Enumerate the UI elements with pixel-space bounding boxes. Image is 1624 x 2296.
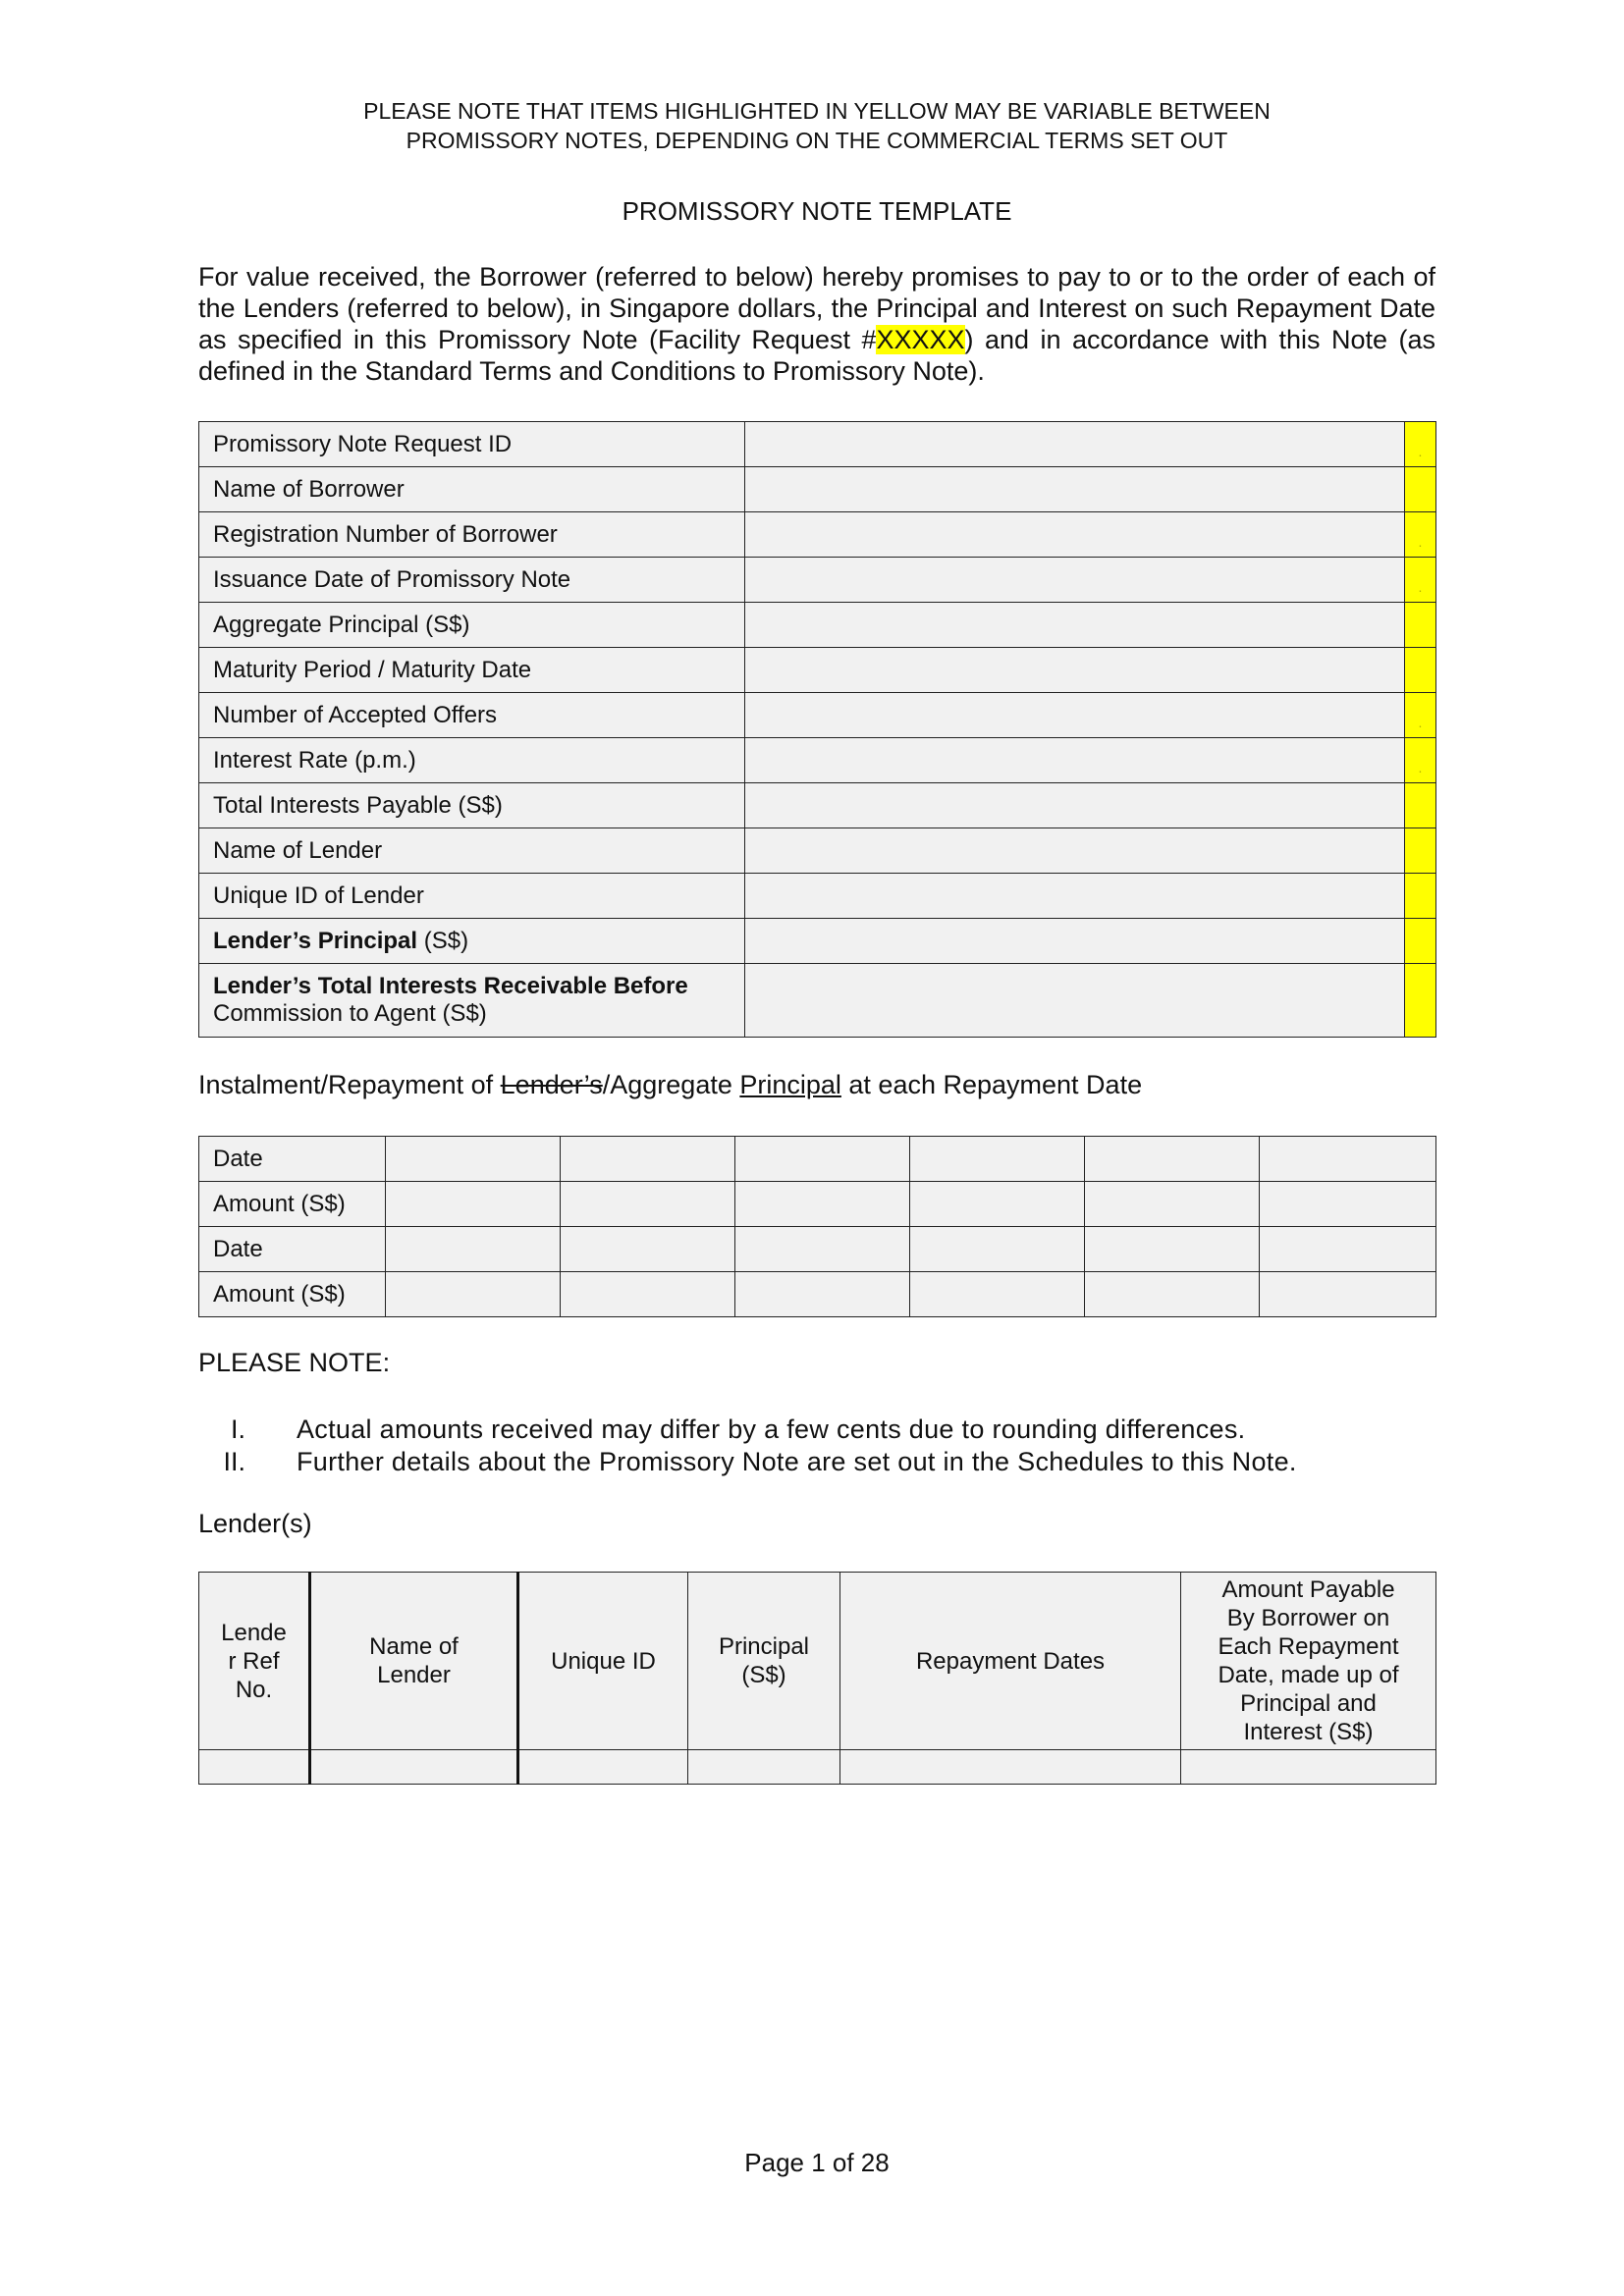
details-value-cell[interactable] <box>745 828 1405 874</box>
repayment-cell[interactable] <box>735 1227 910 1272</box>
details-value-cell[interactable] <box>745 558 1405 603</box>
variable-highlight-cell: . <box>1405 738 1436 783</box>
lenders-cell[interactable] <box>688 1750 840 1785</box>
details-label: Issuance Date of Promissory Note <box>199 558 745 603</box>
details-label: Maturity Period / Maturity Date <box>199 648 745 693</box>
details-label-lender-interest <box>199 964 745 1038</box>
repayment-cell[interactable] <box>1085 1272 1260 1317</box>
col-repayment-dates: Repayment Dates <box>840 1573 1181 1750</box>
details-row <box>199 828 1436 874</box>
details-value-cell[interactable] <box>745 693 1405 738</box>
interest-label-bold: Lender’s Total Interests Receivable Before <box>213 973 688 999</box>
intro-text-end: ) and in accordance with this Note (as defined in the Standard Terms and Conditions to Promissory Note). <box>198 325 1435 386</box>
details-row <box>199 874 1436 919</box>
repayment-cell[interactable] <box>386 1137 561 1182</box>
note-item <box>198 1414 1435 1446</box>
repayment-row <box>199 1227 1436 1272</box>
col-lender-ref-no: Lende r Ref No. <box>199 1573 310 1750</box>
details-value-cell[interactable] <box>745 512 1405 558</box>
repayment-cell[interactable] <box>735 1182 910 1227</box>
repayment-cell[interactable] <box>1085 1137 1260 1182</box>
note-text: Actual amounts received may differ by a few cents due to rounding differences. <box>297 1415 1246 1444</box>
variable-highlight-cell <box>1405 874 1436 919</box>
repayment-cell[interactable] <box>561 1227 735 1272</box>
details-value-cell[interactable] <box>745 738 1405 783</box>
details-row <box>199 693 1436 738</box>
repayment-cell[interactable] <box>735 1137 910 1182</box>
variable-highlight-cell: . <box>1405 558 1436 603</box>
document-title: PROMISSORY NOTE TEMPLATE <box>622 196 1012 226</box>
variable-highlight-cell <box>1405 964 1436 1038</box>
variable-highlight-cell: . <box>1405 693 1436 738</box>
lenders-cell[interactable] <box>840 1750 1181 1785</box>
repayment-cell[interactable] <box>386 1227 561 1272</box>
variable-highlight-cell <box>1405 467 1436 512</box>
details-value-cell[interactable] <box>745 648 1405 693</box>
repayment-cell[interactable] <box>1085 1182 1260 1227</box>
details-label: Unique ID of Lender <box>199 874 745 919</box>
details-row <box>199 738 1436 783</box>
notice-line-2: PROMISSORY NOTES, DEPENDING ON THE COMMERCIAL TERMS SET OUT <box>406 128 1228 153</box>
variable-highlight-cell <box>1405 919 1436 964</box>
repayment-cell[interactable] <box>910 1137 1085 1182</box>
lenders-header-row <box>199 1573 1436 1750</box>
repayment-row-label: Date <box>199 1137 386 1182</box>
details-label: Name of Lender <box>199 828 745 874</box>
details-value-cell[interactable] <box>745 783 1405 828</box>
yellow-highlight-notice <box>198 96 1435 155</box>
promissory-note-details-table <box>198 421 1436 1038</box>
details-value-cell[interactable] <box>745 467 1405 512</box>
lenders-cell[interactable] <box>310 1750 518 1785</box>
details-label: Name of Borrower <box>199 467 745 512</box>
repayment-cell[interactable] <box>386 1272 561 1317</box>
repayment-row <box>199 1272 1436 1317</box>
details-row <box>199 919 1436 964</box>
repayment-row-label: Date <box>199 1227 386 1272</box>
struck-lender-text: Lender’s <box>500 1070 603 1099</box>
details-row <box>199 558 1436 603</box>
details-value-cell[interactable] <box>745 964 1405 1038</box>
lenders-table <box>198 1572 1436 1785</box>
note-item <box>198 1446 1435 1478</box>
details-label-lender-principal: Lender’s Principal (S$) <box>199 919 745 964</box>
lenders-data-row <box>199 1750 1436 1785</box>
details-row <box>199 512 1436 558</box>
repayment-cell[interactable] <box>561 1182 735 1227</box>
please-note-list <box>198 1414 1435 1478</box>
variable-highlight-cell: . <box>1405 422 1436 467</box>
underlined-principal-text: Principal <box>739 1070 841 1099</box>
repayment-cell[interactable] <box>386 1182 561 1227</box>
intro-text-start: For value received, the Borrower (referred to below) hereby promises to pay to or to the order of each of the Lenders (referred to below), in Singapore dollars, the Principal and Interest on such Repayment Date as specified in this Promissory Note (Facility Request # <box>198 262 1435 354</box>
details-value-cell[interactable] <box>745 422 1405 467</box>
note-number: II. <box>223 1447 245 1476</box>
details-label: Promissory Note Request ID <box>199 422 745 467</box>
note-number: I. <box>230 1415 245 1444</box>
repayment-cell[interactable] <box>910 1272 1085 1317</box>
details-row <box>199 648 1436 693</box>
page-number-footer: Page 1 of 28 <box>744 2148 890 2177</box>
repayment-row <box>199 1182 1436 1227</box>
details-label: Number of Accepted Offers <box>199 693 745 738</box>
repayment-row <box>199 1137 1436 1182</box>
details-value-cell[interactable] <box>745 603 1405 648</box>
lenders-cell[interactable] <box>1181 1750 1436 1785</box>
lenders-cell[interactable] <box>518 1750 688 1785</box>
details-value-cell[interactable] <box>745 919 1405 964</box>
lenders-label: Lender(s) <box>198 1509 312 1538</box>
details-label: Total Interests Payable (S$) <box>199 783 745 828</box>
variable-highlight-cell <box>1405 603 1436 648</box>
repayment-cell[interactable] <box>1260 1227 1436 1272</box>
details-row <box>199 422 1436 467</box>
col-amount-payable: Amount Payable By Borrower on Each Repayment Date, made up of Principal and Interest (S$) <box>1181 1573 1436 1750</box>
details-row <box>199 964 1436 1038</box>
repayment-cell[interactable] <box>1260 1137 1436 1182</box>
col-name-of-lender: Name of Lender <box>310 1573 518 1750</box>
repayment-cell[interactable] <box>735 1272 910 1317</box>
repayment-schedule-table <box>198 1136 1436 1317</box>
repayment-row-label: Amount (S$) <box>199 1182 386 1227</box>
please-note-heading: PLEASE NOTE: <box>198 1348 391 1377</box>
variable-highlight-cell: . <box>1405 512 1436 558</box>
repayment-cell[interactable] <box>1260 1272 1436 1317</box>
variable-highlight-cell <box>1405 828 1436 874</box>
repayment-cell[interactable] <box>561 1272 735 1317</box>
instalment-heading: Instalment/Repayment of Lender’s/Aggregate Principal at each Repayment Date <box>198 1070 1143 1099</box>
details-row <box>199 467 1436 512</box>
details-row <box>199 783 1436 828</box>
interest-label-rest: Commission to Agent (S$) <box>213 1000 487 1027</box>
repayment-cell[interactable] <box>561 1137 735 1182</box>
notice-line-1: PLEASE NOTE THAT ITEMS HIGHLIGHTED IN YELLOW MAY BE VARIABLE BETWEEN <box>363 98 1271 124</box>
repayment-row-label: Amount (S$) <box>199 1272 386 1317</box>
repayment-cell[interactable] <box>1085 1227 1260 1272</box>
repayment-cell[interactable] <box>1260 1182 1436 1227</box>
details-value-cell[interactable] <box>745 874 1405 919</box>
note-text: Further details about the Promissory Note are set out in the Schedules to this Note. <box>297 1447 1297 1476</box>
repayment-cell[interactable] <box>910 1227 1085 1272</box>
intro-paragraph <box>198 261 1435 387</box>
variable-highlight-cell <box>1405 783 1436 828</box>
details-label: Aggregate Principal (S$) <box>199 603 745 648</box>
col-unique-id: Unique ID <box>518 1573 688 1750</box>
lenders-cell[interactable] <box>199 1750 310 1785</box>
variable-highlight-cell <box>1405 648 1436 693</box>
details-label: Interest Rate (p.m.) <box>199 738 745 783</box>
facility-request-placeholder: XXXXX <box>876 325 965 354</box>
col-principal: Principal (S$) <box>688 1573 840 1750</box>
details-label: Registration Number of Borrower <box>199 512 745 558</box>
repayment-cell[interactable] <box>910 1182 1085 1227</box>
details-row <box>199 603 1436 648</box>
